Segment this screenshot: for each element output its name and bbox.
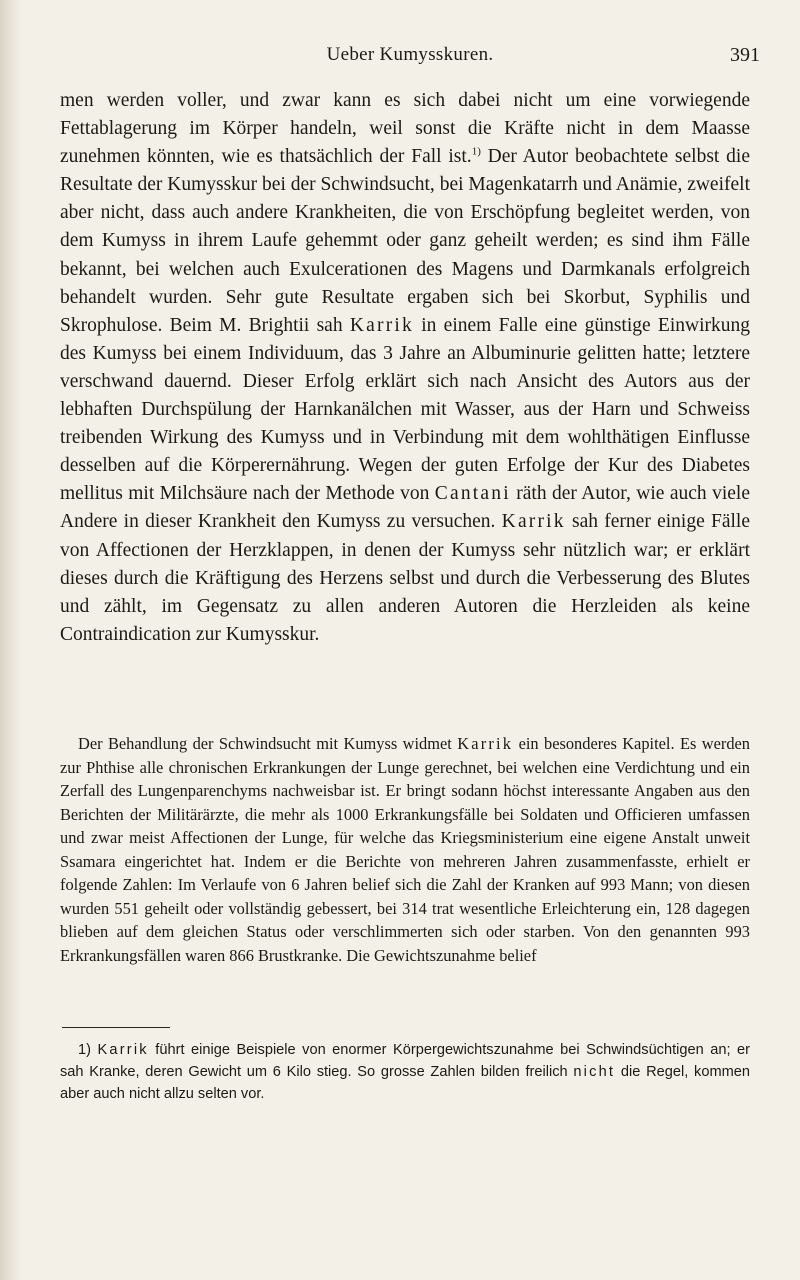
- page-number: 391: [730, 44, 760, 66]
- text-run: Der Autor beobachtete selbst die Resultate der Kumysskur bei der Schwindsucht, bei Magenkatarrh und Anämie, zweifelt aber nicht, dass auch andere Krankheiten, die von Erschöpfung begleitet werden, von dem Kumyss in ihrem Laufe gehemmt oder ganz geheilt werden; es sind ihm Fälle bekannt, bei welchen auch Exulcerationen des Magens und Darmkanals erfolgreich behandelt wurden. Sehr gute Resultate ergaben sich bei Skorbut, Syphilis und Skrophulose. Beim M. Brightii sah: [60, 146, 750, 336]
- author-name: Karrik: [349, 314, 414, 336]
- main-body-text: [60, 87, 750, 649]
- footnote: [60, 1039, 750, 1105]
- running-head: [60, 40, 760, 70]
- text-run: sah ferner einige Fälle von Affectionen der Herzklappen, in denen der Kumyss sehr nützlich war; er erklärt dieses durch die Kräftigung des Herzens selbst und durch die Verbesserung des Blutes und zählt, im Gegensatz zu allen anderen Autoren die Herzleiden als keine Contraindication zur Kumysskur.: [60, 511, 750, 645]
- body-paragraph: [60, 87, 750, 649]
- text-run: ein besonderes Kapitel. Es werden zur Phthise alle chronischen Erkrankungen der Lunge gerechnet, bei welchen eine Verdichtung und ein Zerfall des Lungenparenchyms nachweisbar ist. Er bringt sodann höchst interessante Angaben aus den Berichten der Militärärzte, die mehr als 1000 Erkrankungsfälle bei Soldaten und Officieren umfassen und zwar meist Affectionen der Lunge, für welche das Kriegsministerium eine eigene Anstalt unweit Ssamara eingerichtet hat. Indem er die Berichte von mehreren Jahren zusammenfasste, erhielt er folgende Zahlen: Im Verlaufe von 6 Jahren belief sich die Zahl der Kranken auf 993 Mann; von diesen wurden 551 geheilt oder vollständig gebessert, bei 314 trat wesentliche Erleichterung ein, 128 dagegen blieben auf dem gleichen Status oder verschlimmerten sich oder starben. Von den genannten 993 Erkrankungsfällen waren 866 Brustkranke. Die Gewichtszunahme belief: [60, 734, 750, 965]
- text-run: führt einige Beispiele von enormer Körpergewichtszunahme bei Schwindsüchtigen an; er sah Kranke, deren Gewicht um 6 Kilo stieg. So grosse Zahlen bilden freilich: [60, 1042, 750, 1080]
- binding-gutter-shadow: [0, 0, 22, 1280]
- author-name: Cantani: [434, 483, 511, 505]
- footnote-marker: 1): [78, 1042, 91, 1058]
- running-title: Ueber Kumysskuren.: [326, 44, 494, 65]
- emphasis: nicht: [573, 1064, 616, 1080]
- text-run: in einem Falle eine günstige Einwirkung des Kumyss bei einem Individuum, das 3 Jahre an Albuminurie gelitten hatte; letztere verschwand dauernd. Dieser Erfolg erklärt sich nach Ansicht des Autors aus der lebhaften Durchspülung der Harnkanälchen mit Wasser, aus der Harn und Schweiss treibenden Wirkung des Kumyss und in Verbindung mit dem wohlthätigen Einflusse desselben auf die Körperernährung. Wegen der guten Erfolge der Kur des Diabetes mellitus mit Milchsäure nach der Methode von: [60, 314, 751, 505]
- small-paragraph: [60, 732, 750, 967]
- text-run: men werden voller, und zwar kann es sich dabei nicht um eine vorwiegende Fettablagerung im Körper handeln, weil sonst die Kräfte nicht in dem Maasse zunehmen könnten, wie es thatsächlich der Fall ist.: [60, 90, 750, 168]
- author-name: Karrik: [97, 1042, 149, 1058]
- footnote-reference: 1): [471, 145, 481, 158]
- small-print-text: [60, 732, 750, 967]
- author-name: Karrik: [457, 734, 514, 753]
- footnote-divider: [62, 1027, 170, 1028]
- text-run: die Regel, kommen aber auch nicht allzu selten vor.: [60, 1064, 750, 1102]
- footnote-paragraph: [60, 1039, 750, 1105]
- text-run: räth der Autor, wie auch viele Andere in dieser Krankheit den Kumyss zu versuchen.: [60, 483, 750, 533]
- text-run: Der Behandlung der Schwindsucht mit Kumyss widmet: [78, 734, 458, 753]
- author-name: Karrik: [501, 511, 566, 533]
